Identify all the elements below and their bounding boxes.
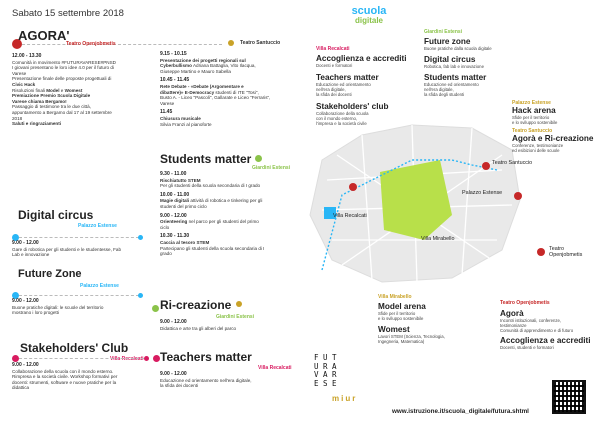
map-label-openjob: Teatro Openjobmetis	[549, 246, 583, 258]
legend-desc: Docenti e formatori	[316, 63, 353, 68]
connector-line	[19, 295, 139, 296]
legend-title: Womest	[378, 325, 410, 334]
map-info-marker	[514, 192, 522, 200]
futura-row: FUT	[314, 353, 342, 362]
event-desc: Lab e innovazione	[12, 252, 50, 258]
legend-title: Agorà	[500, 309, 524, 318]
event-time: 9.00 - 12.00	[12, 298, 39, 304]
legend-venue: Teatro Openjobmetis	[500, 300, 550, 306]
agora-desc: Comunità in movimento #FUTURAVARESE#PNSD	[12, 59, 116, 65]
legend-desc: la sfida dei docenti	[316, 92, 352, 97]
map-label-villa-recalcati: Villa Recalcati	[333, 213, 367, 219]
event-desc: ciclo	[160, 224, 170, 230]
future-small-dot	[138, 293, 143, 298]
event-desc: Giuseppe Martino e Mauro Sabella	[160, 68, 231, 74]
event-desc: Gare di robotica per gli studenti e le studentesse, Fab	[12, 246, 122, 252]
map-label-mirabello: Villa Mirabello	[421, 236, 455, 242]
event-desc: mostrano i loro progetti	[12, 310, 59, 316]
digital-block	[12, 241, 157, 258]
legend-title: Accoglienza e accrediti	[500, 336, 591, 345]
event-title: Rischiatutto STEM	[160, 177, 201, 183]
legend-title: Hack arena	[512, 106, 556, 115]
logo-word: scuola	[351, 5, 387, 17]
event-desc: Rimpresa e la società civile. Workshop formativi per	[12, 374, 118, 380]
scuola-digitale-logo	[342, 7, 396, 25]
legend-villa-recalcati	[316, 46, 416, 126]
ricreazione-block	[160, 320, 300, 331]
event-time: 9.15 - 10.15	[160, 51, 187, 57]
futura-varese-logo	[314, 354, 341, 388]
legend-title: Agorà e Ri-creazione	[512, 134, 594, 143]
legend-desc: Sfide per il territorio	[512, 115, 550, 120]
future-venue: Palazzo Estense	[80, 283, 119, 289]
legend-venue: Giardini Estensi	[424, 29, 463, 35]
event-time: 9.00 - 12.00	[160, 212, 187, 219]
agora-desc: Passaggio di testimone tra le due città,	[12, 104, 91, 110]
legend-venue: Villa Mirabello	[378, 294, 412, 300]
legend-title: Accoglienza e accrediti	[316, 54, 407, 63]
legend-desc: Sfide per il territorio	[378, 311, 416, 316]
teachers-title: Teachers matter	[160, 350, 252, 364]
website-link[interactable]: www.istruzione.it/scuola_digitale/futura.shtml	[392, 408, 529, 415]
students-green-dot	[255, 155, 262, 162]
map-info-marker	[482, 162, 490, 170]
teachers-magenta-dot	[153, 355, 160, 362]
digital-small-dot	[138, 235, 143, 240]
legend-title: Model arena	[378, 302, 426, 311]
agora-block	[12, 54, 152, 127]
event-desc: Collaborazione della scuola con il mondo esterno.	[12, 368, 114, 374]
teachers-venue: Villa Recalcati	[258, 365, 292, 371]
ricreazione-title: Ri-creazione	[160, 298, 232, 312]
legend-desc: l'impresa e la società civile	[316, 121, 367, 126]
event-time: 9.00 - 12.00	[12, 240, 39, 246]
event-time: 9.00 - 12.00	[160, 371, 187, 377]
legend-title: Stakeholders' club	[316, 102, 389, 111]
agora-title: AGORA'	[18, 28, 70, 43]
event-title: Presentazione dei progetti regionali sul	[160, 57, 246, 63]
event-desc: Didattica e arte tra gli alberi del parco	[160, 325, 237, 331]
legend-desc: nell'era digitale,	[316, 87, 346, 92]
legend-title: Students matter	[424, 73, 487, 82]
stakeholders-small-dot	[144, 356, 149, 361]
logo-word: digitale	[354, 16, 383, 25]
legend-venue: Teatro Santuccio	[512, 128, 553, 134]
legend-desc: con il mondo esterno,	[316, 116, 358, 121]
connector-line	[22, 44, 222, 45]
legend-desc: ed esibizioni delle scuole	[512, 148, 560, 153]
event-time: 9.30 - 11.00	[160, 171, 187, 177]
event-title: Rete Debate - «Debate (Argomentare e	[160, 83, 244, 89]
agora-desc: Premiazione Premio Scuola Digitale	[12, 93, 91, 99]
event-title: Chiusura musicale	[160, 115, 201, 121]
legend-title: Future zone	[424, 37, 471, 46]
agora-olive-dot	[228, 40, 234, 46]
map-info-marker	[349, 183, 357, 191]
students-block: 9.30 - 11.00 Rischiatutto STEM Per gli studenti della scuola secondaria di I grado 10.00 - 11.00 Magie digitali attività di robotica e tinkering per gli studenti del primo ciclo 9.00 - 12.00 Orienteering nel parco per gli studenti del primo ciclo 10.30 - 11.30 Caccia al tesoro STEM Partecipano gli studenti della scuola secondaria di I grado	[160, 172, 302, 257]
legend-desc: Collaborazione della scuola	[316, 111, 369, 116]
future-title: Future Zone	[18, 268, 82, 280]
agora-desc: Risoluzioni finali Model e Womest	[12, 87, 83, 93]
legend-desc: nell'era digitale,	[424, 87, 454, 92]
stakeholders-venue: Villa Recalcati	[110, 356, 144, 362]
futura-row: VAR	[314, 370, 342, 380]
digital-title: Digital circus	[18, 208, 94, 222]
legend-desc: Incontri istituzionali, conferenze,	[500, 318, 562, 323]
event-desc: Silvia Franzi al pianoforte	[160, 121, 212, 127]
legend-desc: Educazione ed orientamento	[316, 82, 371, 87]
future-block	[12, 299, 157, 316]
legend-desc: Lavori STEM (Scienza, Tecnologia,	[378, 334, 445, 339]
event-time: 11.45	[160, 109, 173, 116]
agora-desc: appuntamento a Bergamo dal 17 al 19 settembre	[12, 109, 112, 115]
legend-venue: Palazzo Estense	[512, 100, 551, 106]
digital-venue: Palazzo Estense	[78, 223, 117, 229]
event-desc: grado	[160, 251, 172, 257]
santuccio-venue: Teatro Santuccio	[240, 40, 281, 46]
santuccio-block: 9.15 - 10.15 Presentazione dei progetti regionali sul Cyberbullismo Adriana Battaglia, Vito Ilacqua, Giuseppe Martino e Mauro Sabella 10.45 - 11.45 Rete Debate - «Debate (Argomentare e dibattere)» E-Democracy studenti di ITE "Tosi", Busto A. - Liceo "Pascoli", Gallarate e Liceo "Ferraris", Varese 11.45 Chiusura musicale Silvia Franzi al pianoforte	[160, 52, 302, 127]
legend-desc: la sfida degli studenti	[424, 92, 465, 97]
event-time: 9.00 - 12.00	[160, 319, 187, 325]
legend-palazzo-estense	[512, 100, 598, 153]
map-label-santuccio: Teatro Santuccio	[492, 160, 533, 166]
students-title: Students matter	[160, 152, 252, 166]
legend-desc: e lo sviluppo sostenibile	[378, 316, 424, 321]
date-header: Sabato 15 settembre 2018	[12, 8, 124, 19]
legend-openjobmetis	[500, 300, 596, 350]
stakeholders-magenta-dot	[12, 355, 19, 362]
futura-row: ESE	[314, 378, 342, 388]
teachers-block	[160, 372, 300, 389]
legend-giardini-estensi	[424, 29, 510, 97]
event-time: 10.00 - 11.00	[160, 191, 190, 198]
legend-title: Digital circus	[424, 55, 476, 64]
legend-desc: Buone pratiche dalla scuola digitale	[424, 46, 492, 51]
legend-desc: Comunità di apprendimento e di futuro	[500, 328, 574, 333]
event-time: 9.00 - 12.00	[12, 362, 39, 368]
event-desc: la sfida dei docenti	[160, 383, 199, 389]
event-time: 10.45 - 11.45	[160, 77, 190, 84]
event-title: Caccia al tesoro STEM	[160, 239, 210, 245]
event-desc: Varese	[160, 100, 175, 106]
event-desc: Busto A. - Liceo "Pascoli", Gallarate e Liceo "Ferraris",	[160, 95, 271, 101]
event-desc: Educazione ed orientamento nell'era digitale,	[160, 377, 252, 383]
legend-desc: Robotica, fab lab e innovazione	[424, 64, 484, 69]
event-desc: studenti del primo ciclo	[160, 203, 207, 209]
miur-logo: miur	[332, 394, 358, 403]
agora-desc: I giovani presentano le loro idee 4.0 per il futuro di	[12, 65, 114, 71]
event-desc: Per gli studenti della scuola secondaria di I grado	[160, 183, 261, 189]
connector-line	[19, 358, 144, 359]
event-desc: docenti: strumenti, software e nuove pratiche per la	[12, 379, 117, 385]
connector-line	[19, 237, 139, 238]
ricreazione-green-dot	[152, 305, 159, 312]
event-desc: didattica	[12, 385, 30, 391]
agora-desc: Saluti e ringraziamenti	[12, 121, 62, 127]
legend-venue: Villa Recalcati	[316, 46, 350, 52]
agora-desc: Civic Hack	[12, 81, 36, 87]
futura-row: URA	[314, 361, 342, 371]
students-venue: Giardini Estensi	[252, 165, 291, 171]
map-info-marker	[537, 248, 545, 256]
agora-time: 12.00 - 13.30	[12, 53, 42, 59]
legend-desc: Ingegneria, Matematica)	[378, 339, 425, 344]
qr-code[interactable]	[552, 380, 586, 414]
event-desc: Partecipano gli studenti della scuola secondaria di I	[160, 245, 265, 251]
legend-desc: Docenti, studenti e formatori	[500, 345, 554, 350]
ricreazione-olive-dot	[236, 301, 242, 307]
stakeholders-block	[12, 363, 157, 391]
agora-desc: Presentazione finale delle proposte progettuali di	[12, 76, 112, 82]
agora-desc: Varese chiama Bergamo!	[12, 98, 67, 104]
map-label-palazzo: Palazzo Estense	[462, 190, 503, 196]
agora-desc: Varese	[12, 70, 27, 76]
legend-desc: Conferenze, testimonianze	[512, 143, 564, 148]
agora-venue: Teatro Openjobmetis	[66, 41, 116, 47]
agora-desc: 2018	[12, 115, 23, 121]
legend-villa-mirabello	[378, 294, 464, 344]
legend-desc: testimonianze	[500, 323, 527, 328]
event-desc: Buone pratiche digitali: le scuole del territorio	[12, 304, 104, 310]
stakeholders-title: Stakeholders' Club	[20, 341, 129, 355]
legend-desc: e lo sviluppo sostenibile	[512, 120, 558, 125]
legend-desc: Educazione ed orientamento	[424, 82, 479, 87]
ricreazione-venue: Giardini Estensi	[216, 314, 255, 320]
event-time: 10.30 - 11.30	[160, 233, 190, 240]
legend-title: Teachers matter	[316, 73, 379, 82]
